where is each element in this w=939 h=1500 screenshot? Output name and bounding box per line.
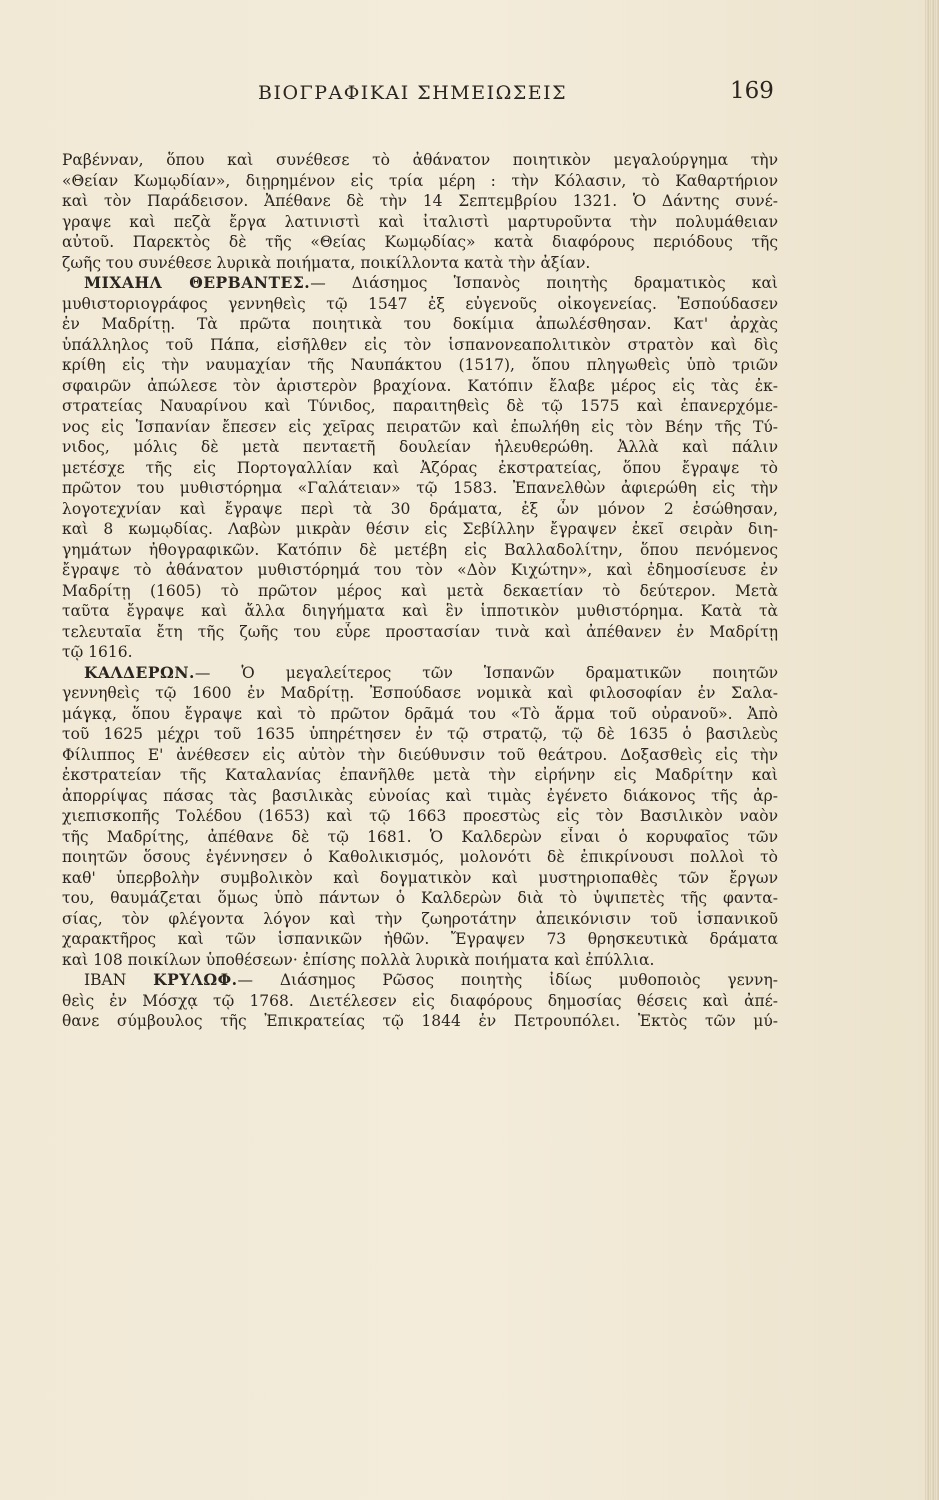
running-title: ΒΙΟΓΡΑΦΙΚΑΙ ΣΗΜΕΙΩΣΕΙΣ <box>258 82 568 104</box>
entry-text: — Διάσημος Ἱσπανὸς ποιητὴς δραματικὸς καὶ <box>310 274 778 292</box>
entry-text: — Διάσημος Ρῶσος ποιητὴς ἰδίως μυθοποιὸς γεννη- <box>237 971 778 989</box>
entry-cervantes-heading-line <box>62 273 778 294</box>
text-line: χαρακτῆρος καὶ τῶν ἱσπανικῶν ἠθῶν. Ἔγραψεν 73 θρησκευτικὰ δράματα <box>62 930 778 948</box>
page-number: 169 <box>730 78 774 104</box>
text-line: αὐτοῦ. Παρεκτὸς δὲ τῆς «Θείας Κωμῳδίας» κατὰ διαφόρους περιόδους τῆς <box>62 233 778 251</box>
text-line: νιδος, μόλις δὲ μετὰ πενταετῆ δουλείαν ἠλευθερώθη. Ἀλλὰ καὶ πάλιν <box>62 438 778 456</box>
entry-text: — Ὁ μεγαλείτερος τῶν Ἱσπανῶν δραματικῶν ποιητῶν <box>194 663 778 682</box>
text-line: ποιητῶν ὅσους ἐγέννησεν ὁ Καθολικισμός, μολονότι δὲ ἐπικρίνουσι πολλοὶ τὸ <box>62 848 778 866</box>
text-line: τελευταῖα ἔτη τῆς ζωῆς του εὗρε προστασίαν τινὰ καὶ ἀπέθανεν ἐν Μαδρίτῃ <box>62 622 778 641</box>
text-line: ἐκστρατείαν τῆς Καταλανίας ἐπανῆλθε μετὰ τὴν εἰρήνην εἰς Μαδρίτην καὶ <box>62 766 778 784</box>
text-line: λογοτεχνίαν καὶ ἔγραψε περὶ τὰ 30 δράματα, ἐξ ὧν μόνον 2 ἐσώθησαν, <box>62 499 778 518</box>
page-header <box>258 78 778 112</box>
text-line: του, θαυμάζεται ὅμως ὑπὸ πάντων ὁ Καλδερὼν διὰ τὸ ὑψιπετὲς τῆς φαντα- <box>62 889 778 907</box>
text-line: ταῦτα ἔγραψε καὶ ἄλλα διηγήματα καὶ ἓν ἱπποτικὸν μυθιστόρημα. Κατὰ τὰ <box>62 602 778 620</box>
text-line: καθ' ὑπερβολὴν συμβολικὸν καὶ δογματικὸν καὶ μυστηριοπαθὲς τῶν ἔργων <box>62 868 778 887</box>
text-line: ἔγραψε τὸ ἀθάνατον μυθιστόρημά του τὸν «Δὸν Κιχώτην», καὶ ἐδημοσίευσε ἐν <box>62 561 778 579</box>
text-line: καὶ 108 ποικίλων ὑποθέσεων· ἐπίσης πολλὰ λυρικὰ ποιήματα καὶ ἐπύλλια. <box>62 950 655 969</box>
text-line: γραψε καὶ πεζὰ ἔργα λατινιστὶ καὶ ἰταλιστὶ μαρτυροῦντα τὴν πολυμάθειαν <box>62 212 778 231</box>
text-line: «Θείαν Κωμῳδίαν», διῃρημένον εἰς τρία μέρη : τὴν Κόλασιν, τὸ Καθαρτήριον <box>62 171 778 190</box>
text-line: Φίλιππος Ε' ἀνέθεσεν εἰς αὐτὸν τὴν διεύθυνσιν τοῦ θεάτρου. Δοξασθεὶς εἰς τὴν <box>62 745 778 764</box>
text-line: ἐν Μαδρίτῃ. Τὰ πρῶτα ποιητικὰ του δοκίμια ἀπωλέσθησαν. Κατ' ἀρχὰς <box>62 315 778 333</box>
text-line: χιεπισκοπῆς Τολέδου (1653) καὶ τῷ 1663 προεστὼς εἰς τὸν Βασιλικὸν ναὸν <box>62 807 778 825</box>
text-line: στρατείας Ναυαρίνου καὶ Τύνιδος, παραιτηθεὶς δὲ τῷ 1575 καὶ ἐπανερχόμε- <box>62 397 778 415</box>
text-line: καὶ τὸν Παράδεισον. Ἀπέθανε δὲ τὴν 14 Σεπτεμβρίου 1321. Ὁ Δάντης συνέ- <box>62 192 778 210</box>
text-line: ὑπάλληλος τοῦ Πάπα, εἰσῆλθεν εἰς τὸν ἱσπανονεαπολιτικὸν στρατὸν καὶ δὶς <box>62 335 778 354</box>
text-line: τοῦ 1625 μέχρι τοῦ 1635 ὑπηρέτησεν ἐν τῷ στρατῷ, τῷ δὲ 1635 ὁ βασιλεὺς <box>62 725 778 743</box>
text-line: κρίθη εἰς τὴν ναυμαχίαν τῆς Ναυπάκτου (1517), ὅπου πληγωθεὶς ὑπὸ τριῶν <box>62 356 778 374</box>
text-line: νος εἰς Ἱσπανίαν ἔπεσεν εἰς χεῖρας πειρατῶν καὶ ἐπωλήθη εἰς τὸν Βέην τῆς Τύ- <box>62 417 778 436</box>
text-line: μυθιστοριογράφος γεννηθεὶς τῷ 1547 ἐξ εὐγενοῦς οἰκογενείας. Ἐσπούδασεν <box>62 294 778 313</box>
text-line: Μαδρίτῃ (1605) τὸ πρῶτον μέρος καὶ μετὰ δεκαετίαν τὸ δεύτερον. Μετὰ <box>62 581 778 600</box>
entry-prefix-krylov: ΙΒΑΝ <box>84 971 127 989</box>
text-line: πρῶτον του μυθιστόρημα «Γαλάτειαν» τῷ 1583. Ἐπανελθὼν ἀφιερώθη εἰς τὴν <box>62 479 778 497</box>
entry-krylov-heading-line <box>62 970 778 991</box>
text-line: γεννηθεὶς τῷ 1600 ἐν Μαδρίτῃ. Ἐσπούδασε νομικὰ καὶ φιλοσοφίαν ἐν Σαλα- <box>62 684 778 702</box>
text-line: γημάτων ἠθογραφικῶν. Κατόπιν δὲ μετέβη εἰς Βαλλαδολίτην, ὅπου πενόμενος <box>62 540 778 559</box>
text-line: ἀπορρίψας πάσας τὰς βασιλικὰς εὐνοίας καὶ τιμὰς ἐγένετο διάκονος τῆς ἀρ- <box>62 786 778 805</box>
text-line: μετέσχε τῆς εἰς Πορτογαλλίαν καὶ Ἀζόρας ἐκστρατείας, ὅπου ἔγραψε τὸ <box>62 458 778 477</box>
body-text <box>62 150 778 1032</box>
entry-name-krylov: ΚΡΥΛΩΦ. <box>153 970 238 989</box>
entry-calderon-heading-line <box>62 663 778 684</box>
text-line: Ραβένναν, ὅπου καὶ συνέθεσε τὸ ἀθάνατον ποιητικὸν μεγαλούργημα τὴν <box>62 151 778 169</box>
text-line: σίας, τὸν φλέγοντα λόγον καὶ τὴν ζωηροτάτην ἀπεικόνισιν τοῦ ἱσπανικοῦ <box>62 909 778 928</box>
text-line: ζωῆς του συνέθεσε λυρικὰ ποιήματα, ποικίλλοντα κατὰ τὴν ἀξίαν. <box>62 253 591 272</box>
text-line: καὶ 8 κωμῳδίας. Λαβὼν μικρὰν θέσιν εἰς Σεβίλλην ἔγραψεν ἐκεῖ σειρὰν διη- <box>62 520 778 538</box>
entry-name-calderon: ΚΑΛΔΕΡΩΝ. <box>84 662 195 682</box>
text-line: τῷ 1616. <box>62 643 133 661</box>
text-line: σφαιρῶν ἀπώλεσε τὸν ἀριστερὸν βραχίονα. Κατόπιν ἔλαβε μέρος εἰς τὰς ἐκ- <box>62 376 778 395</box>
text-line: τῆς Μαδρίτης, ἀπέθανε δὲ τῷ 1681. Ὁ Καλδερὼν εἶναι ὁ κορυφαῖος τῶν <box>62 827 778 846</box>
text-line: θεὶς ἐν Μόσχᾳ τῷ 1768. Διετέλεσεν εἰς διαφόρους δημοσίας θέσεις καὶ ἀπέ- <box>62 991 778 1010</box>
text-line: μάγκᾳ, ὅπου ἔγραψε καὶ τὸ πρῶτον δρᾶμά του «Τὸ ἅρμα τοῦ οὐρανοῦ». Ἀπὸ <box>62 704 778 723</box>
text-line: θανε σύμβουλος τῆς Ἐπικρατείας τῷ 1844 ἐν Πετρουπόλει. Ἐκτὸς τῶν μύ- <box>62 1012 778 1030</box>
entry-name-cervantes: ΜΙΧΑΗΛ ΘΕΡΒΑΝΤΕΣ. <box>84 273 311 292</box>
page-edge <box>925 0 939 1500</box>
